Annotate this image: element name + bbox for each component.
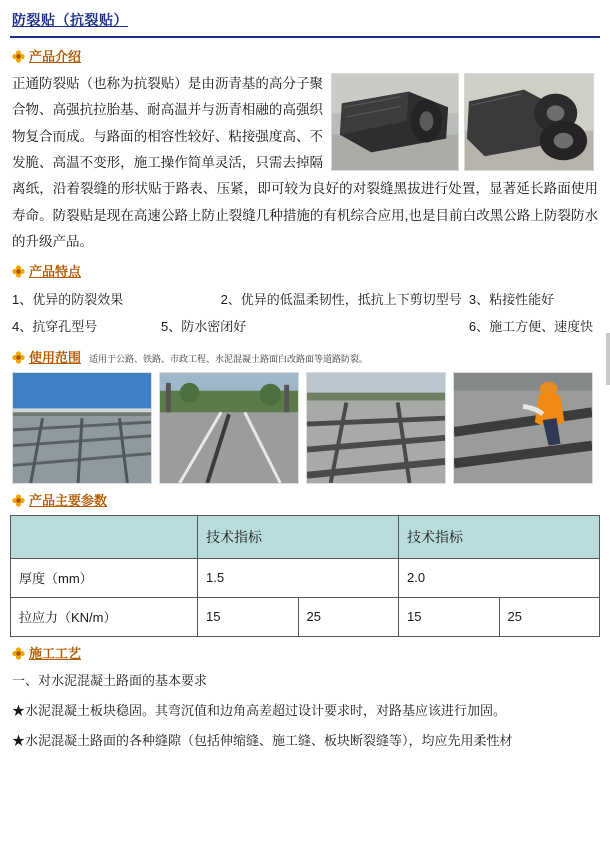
process-text: [12, 668, 598, 754]
row-value: 25: [499, 597, 600, 636]
road-crack-seal-photo-3: [306, 372, 446, 484]
row-value: 2.0: [399, 558, 600, 597]
scrollbar-edge-mark[interactable]: [606, 333, 610, 385]
flower-bullet-icon: [12, 50, 25, 63]
usage-note: 适用于公路、铁路、市政工程、水泥混凝土路面白改路面等道路防裂。: [89, 353, 369, 364]
feature-item: 1、优异的防裂效果: [12, 292, 124, 308]
intro-paragraph: 正通防裂贴（也称为抗裂贴）是由沥青基的高分子聚合物、高强抗拉胎基、耐高温并与沥青相融的高强织物复合而成。与路面的相容性较好、粘接强度高、不发脆、高温不变形，施工操作简单灵活，只需去掉隔离纸，沿着裂缝的形状贴于路表、压紧，即可较为良好的对裂缝黑拔进行处置，显著延长路面使用寿命。防裂贴是现在高速公路上防止裂缝几种措施的有机综合应用,也是目前白改黑公路上防裂防水的升级产品。: [12, 76, 598, 249]
table-row: [11, 558, 600, 597]
section-title-process: 施工工艺: [29, 645, 82, 661]
feature-item: 3、粘接性能好: [468, 292, 555, 308]
section-title-usage: 使用范围: [29, 349, 82, 365]
section-title-features: 产品特点: [29, 264, 82, 280]
table-header-row: [11, 515, 600, 558]
row-label: 厚度（mm）: [11, 558, 198, 597]
flower-bullet-icon: [12, 494, 25, 507]
section-header-usage: [12, 347, 600, 366]
row-value: 15: [399, 597, 500, 636]
row-value: 15: [198, 597, 299, 636]
parameters-table: [10, 515, 600, 637]
row-label: 拉应力（KN/m）: [11, 597, 198, 636]
section-title-intro: 产品介绍: [29, 49, 82, 64]
row-value: 25: [298, 597, 399, 636]
table-row: [11, 597, 600, 636]
flower-bullet-icon: [12, 647, 25, 660]
process-line: 一、对水泥混凝土路面的基本要求: [12, 672, 208, 688]
features-list: [12, 286, 598, 341]
intro-block: [12, 71, 598, 255]
page-title-wrap: [10, 8, 600, 36]
flower-bullet-icon: [12, 265, 25, 278]
section-title-params: 产品主要参数: [29, 492, 108, 508]
section-header-features: [12, 261, 600, 280]
flower-bullet-icon: [12, 351, 25, 364]
feature-item: 4、抗穿孔型号: [12, 319, 98, 335]
process-line: ★水泥混凝土板块稳固。其弯沉值和边角高差超过设计要求时，对路基应该进行加固。: [12, 702, 507, 718]
rolled-membrane-photo: [331, 73, 459, 171]
section-header-process: [12, 643, 600, 662]
intro-image-group: [331, 73, 598, 171]
worker-applying-photo-4: [453, 372, 593, 484]
process-line: ★水泥混凝土路面的各种缝隙（包括伸缩缝、施工缝、板块断裂缝等），均应先用柔性材: [12, 732, 513, 748]
feature-item: 6、施工方便、速度快: [468, 319, 594, 335]
table-header-blank: [11, 515, 198, 558]
road-lane-photo-2: [159, 372, 299, 484]
table-header-cell: 技术指标: [198, 515, 399, 558]
membrane-rolls-photo: [464, 73, 594, 171]
usage-photo-strip: [12, 372, 598, 484]
section-header-params: [12, 490, 600, 509]
page-title: 防裂贴（抗裂贴）: [12, 12, 128, 28]
feature-item: 2、优异的低温柔韧性，抵抗上下剪切型号: [220, 292, 462, 308]
road-construction-photo-1: [12, 372, 152, 484]
row-value: 1.5: [198, 558, 399, 597]
section-header-intro: [12, 46, 600, 65]
title-divider: [10, 36, 600, 38]
feature-item: 5、防水密闭好: [160, 319, 247, 335]
table-header-cell: 技术指标: [399, 515, 600, 558]
